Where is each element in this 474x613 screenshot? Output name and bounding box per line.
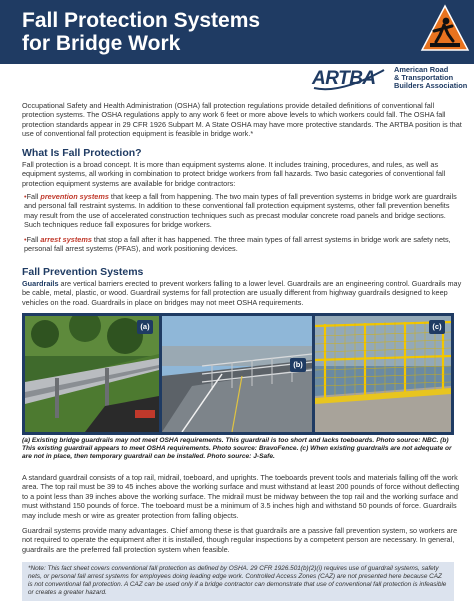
- artba-logo: [310, 64, 388, 94]
- org-name: [394, 66, 467, 91]
- standard-guardrail-paragraph: A standard guardrail consists of a top rail, midrail, toeboard, and uprights. The toeboards prevent tools and materials falling off the work area. The top rail must be 39 to 45 inches above the working surface and must withstand at least 200 pounds of force without deflecting to a point less than 39 inches above the working surface. The midrail must be midway between the top rail and the working surface and must withstand 150 pounds of force. The toeboard must be a minimum of 3.5 inches high and withstand 50 pounds of force. Guardrails may include mesh or wire as greater protection from falling objects.: [22, 473, 460, 520]
- section-body-fall-protection: Fall protection is a broad concept. It is more than equipment systems alone. It includes training, procedures, and rules, as well as equipment systems, all working in combination to protect bridge workers from fall hazards. Two basic categories of conventional fall protection equipment systems are available for bridge contractors:: [22, 160, 446, 188]
- photo-caption: (a) Existing bridge guardrails may not meet OSHA requirements. This guardrail is too short and lacks toeboards. Photo source: NBC. (b) This existing guardrail appears to meet OSHA requirements. Photo source: BravoFence. (c) When existing guardrails are not adequate or are not in place, then temporary guardrail can be installed. Photo source: J-Safe.: [22, 437, 452, 461]
- org-name-line-2: & Transportation: [394, 73, 454, 83]
- org-name-line-3: Builders Association: [394, 81, 468, 91]
- photo-c-temporary-guardrail: [315, 316, 451, 432]
- title-line-1: Fall Protection Systems: [22, 9, 261, 32]
- fall-hazard-warning-icon: [420, 4, 470, 54]
- bullet-arrest-systems: [24, 235, 462, 254]
- photo-label-a: (a): [137, 320, 153, 334]
- section-title-fall-prevention-systems: Fall Prevention Systems: [22, 266, 144, 278]
- bullet-term: prevention systems: [40, 192, 109, 201]
- section-body-guardrails: [22, 279, 462, 307]
- bullet-dot: •: [24, 235, 27, 244]
- title-line-2: for Bridge Work: [22, 32, 181, 55]
- photo-label-b: (b): [290, 358, 306, 372]
- photo-a-highway-guardrail: [25, 316, 159, 432]
- bullet-text: that keep a fall from happening. The two main types of fall prevention systems in bridge work are guardrails and personal fall restraint systems. In addition to these conventional fall protection equipment systems, other fall prevention benefits may result from the use of accelerated construction techniques such as precast modular concrete road panels and bridge sections. Such techniques reduce fall exposures for bridge workers.: [24, 192, 457, 230]
- section-title-what-is-fall-protection: What Is Fall Protection?: [22, 147, 142, 159]
- svg-text:ARTBA: ARTBA: [312, 68, 376, 89]
- footnote-box: [22, 562, 454, 601]
- intro-paragraph: Occupational Safety and Health Administration (OSHA) fall protection regulations provide detailed definitions of conventional fall protection systems. The OSHA regulations apply to any work 6 feet or more above levels to which workers could fall. The OSHA fall protection standards appear in 29 CFR 1926 Subpart M. A State OSHA may have more protective standards. The ARTBA position is that use of conventional fall protection equipment is feasible in bridge work.*: [22, 101, 462, 139]
- photo-b-bridge-guardrail: [162, 316, 312, 432]
- bullet-text: that stop a fall after it has happened. The three main types of fall arrest systems in bridge work are safety nets, personal fall arrest systems (PFAS), and work positioning devices.: [24, 235, 451, 254]
- bullet-prevention-systems: [24, 192, 462, 230]
- guardrails-text: are vertical barriers erected to prevent workers falling to a lower level. Guardrails are an engineering control. Guardrails may be cable, metal, plastic, or wood. Guardrail systems for fall protection are usually different from highway guardrails designed to keep vehicles on the road. Guardrails in place on bridges may not meet OSHA requirements.: [22, 279, 462, 307]
- term-guardrails: Guardrails: [22, 279, 59, 288]
- artba-logo-block: [300, 63, 474, 96]
- photo-b-image: [162, 316, 312, 432]
- guardrail-advantages-paragraph: Guardrail systems provide many advantages. Chief among these is that guardrails are a passive fall prevention system, so workers are not required to operate the equipment after it is installed, though regular inspections by a competent person are necessary. In general, guardrails are the preferred fall protection system when feasible.: [22, 526, 458, 554]
- photo-label-c: (c): [429, 320, 445, 334]
- bullet-term: arrest systems: [40, 235, 92, 244]
- photo-strip: [22, 313, 454, 435]
- bullet-lead: Fall: [26, 235, 41, 244]
- bullet-dot: •: [24, 192, 27, 201]
- footnote-text: *Note: This fact sheet covers conventional fall protection as defined by OSHA. 29 CFR 1926.501(b)(2)(i) requires use of guardrail systems, safety nets, or personal fall arrest systems for employees doing leading edge work. Controlled Access Zones (CAZ) are not presented here because CAZ is not conventional fall protection. A CAZ can be used only if a bridge contractor can demonstrate that use of conventional fall protection is infeasible or creates a greater hazard.: [28, 565, 447, 596]
- bullet-lead: Fall: [26, 192, 41, 201]
- page-title: [22, 9, 260, 55]
- header-banner: [0, 0, 474, 64]
- org-name-line-1: American Road: [394, 65, 449, 74]
